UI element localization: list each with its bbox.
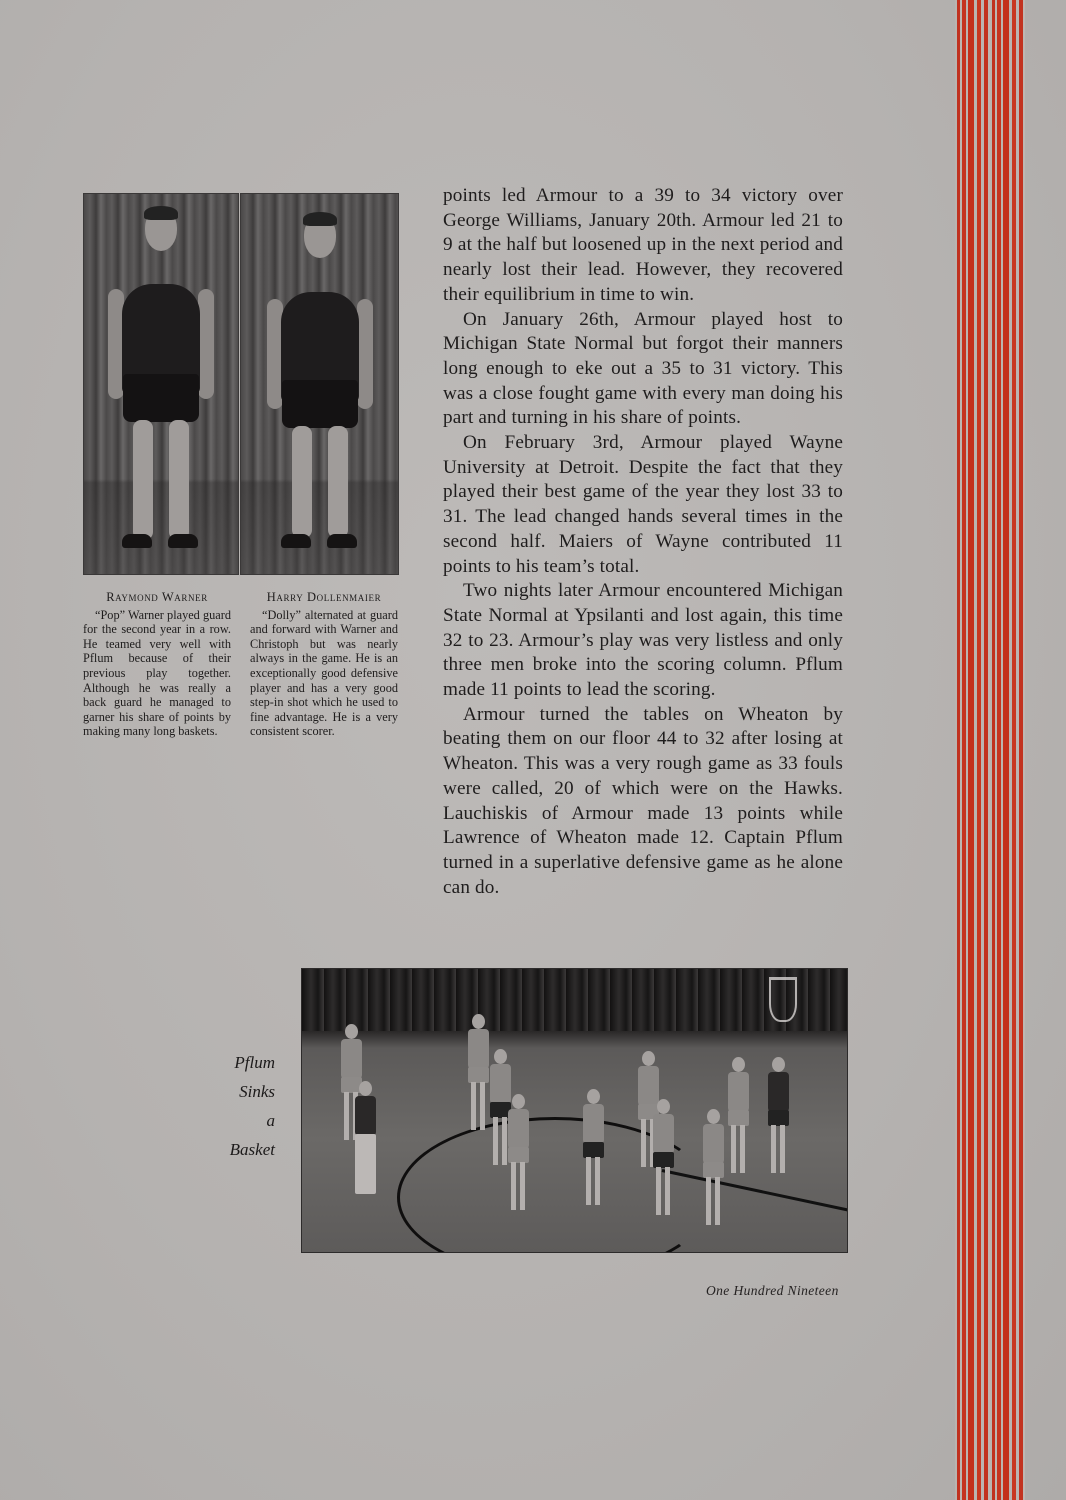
player-figure-number-33 <box>702 1109 724 1229</box>
figure-shoe <box>168 534 198 548</box>
figure-shoe <box>122 534 152 548</box>
portrait-caption-dollenmaier <box>250 590 398 739</box>
caption-line: Sinks <box>239 1082 275 1101</box>
game-photo-caption <box>205 1048 275 1164</box>
spectator-crowd <box>302 969 847 1031</box>
figure-leg <box>292 426 312 538</box>
referee-figure <box>354 1081 376 1199</box>
decorative-red-stripe-border <box>955 0 1025 1500</box>
caption-line: Basket <box>229 1140 275 1159</box>
player-name: Raymond Warner <box>106 590 208 604</box>
article-paragraph: On January 26th, Armour played host to Michigan State Normal but forgot their manners long enough to eke out a 35 to 31 victory. This was a close fought game with every man doing his part and turning in his share of points. <box>443 308 843 429</box>
basketball-hoop <box>769 977 797 1022</box>
player-figure-number-11 <box>652 1099 674 1219</box>
player-bio: “Dolly” alternated at guard and forward with Warner and Christoph but was nearly always in the game. He is an exceptionally good defensive player and has a very good step-in shot which he used to fine advantage. He is a very consistent scorer. <box>250 607 398 739</box>
caption-line: a <box>266 1111 275 1130</box>
figure-hair <box>303 212 337 226</box>
player-figure-number-8 <box>582 1089 604 1209</box>
figure-shoe <box>327 534 357 548</box>
article-body <box>443 184 843 900</box>
figure-arm <box>198 289 214 399</box>
figure-arm <box>357 299 373 409</box>
figure-shorts <box>282 380 358 428</box>
figure-leg <box>169 420 189 540</box>
figure-leg <box>133 420 153 540</box>
basketball-game-photo <box>301 968 848 1253</box>
player-figure <box>727 1057 749 1177</box>
player-bio: “Pop” Warner played guard for the second year in a row. He teamed very well with Pflum because of their previous play together. Although he was really a back guard he managed to garner his share of points by making many long baskets. <box>83 607 231 739</box>
player-figure <box>467 1014 489 1134</box>
player-name: Harry Dollenmaier <box>266 590 382 604</box>
player-figure <box>767 1057 789 1177</box>
page-number: One Hundred Nineteen <box>706 1283 839 1298</box>
figure-hair <box>144 206 178 220</box>
article-paragraph: Armour turned the tables on Wheaton by beating them on our floor 44 to 32 after losing at Wheaton. This was a very rough game as 33 fouls were called, 20 of which were on the Hawks. Lauchiskis of Armour made 13 points while Lawrence of Wheaton made 12. Captain Pflum turned in a superlative defensive game as he alone can do. <box>443 703 843 898</box>
figure-shorts <box>123 374 199 422</box>
article-paragraph: points led Armour to a 39 to 34 victory over George Williams, January 20th. Armour led 21 to 9 at the half but loosened up in the next period and nearly lost their lead. However, they recovered their equilibrium in time to win. <box>443 185 843 305</box>
article-paragraph: Two nights later Armour encountered Michigan State Normal at Ypsilanti and lost again, this time 32 to 23. Armour’s play was very listless and only three men broke into the scoring column. Pflum made 11 points to lead the scoring. <box>443 580 843 701</box>
player-figure <box>507 1094 529 1214</box>
article-paragraph: On February 3rd, Armour played Wayne University at Detroit. Despite the fact that they played their best game of the year they lost 33 to 31. The lead changed hands several times in the second half. Maiers of Wayne contributed 11 points to his team’s total. <box>443 432 843 577</box>
figure-shoe <box>281 534 311 548</box>
portrait-photo-raymond-warner <box>83 193 239 575</box>
caption-line: Pflum <box>234 1053 275 1072</box>
portrait-photo-harry-dollenmaier <box>240 193 399 575</box>
figure-leg <box>328 426 348 538</box>
portrait-caption-warner <box>83 590 231 739</box>
